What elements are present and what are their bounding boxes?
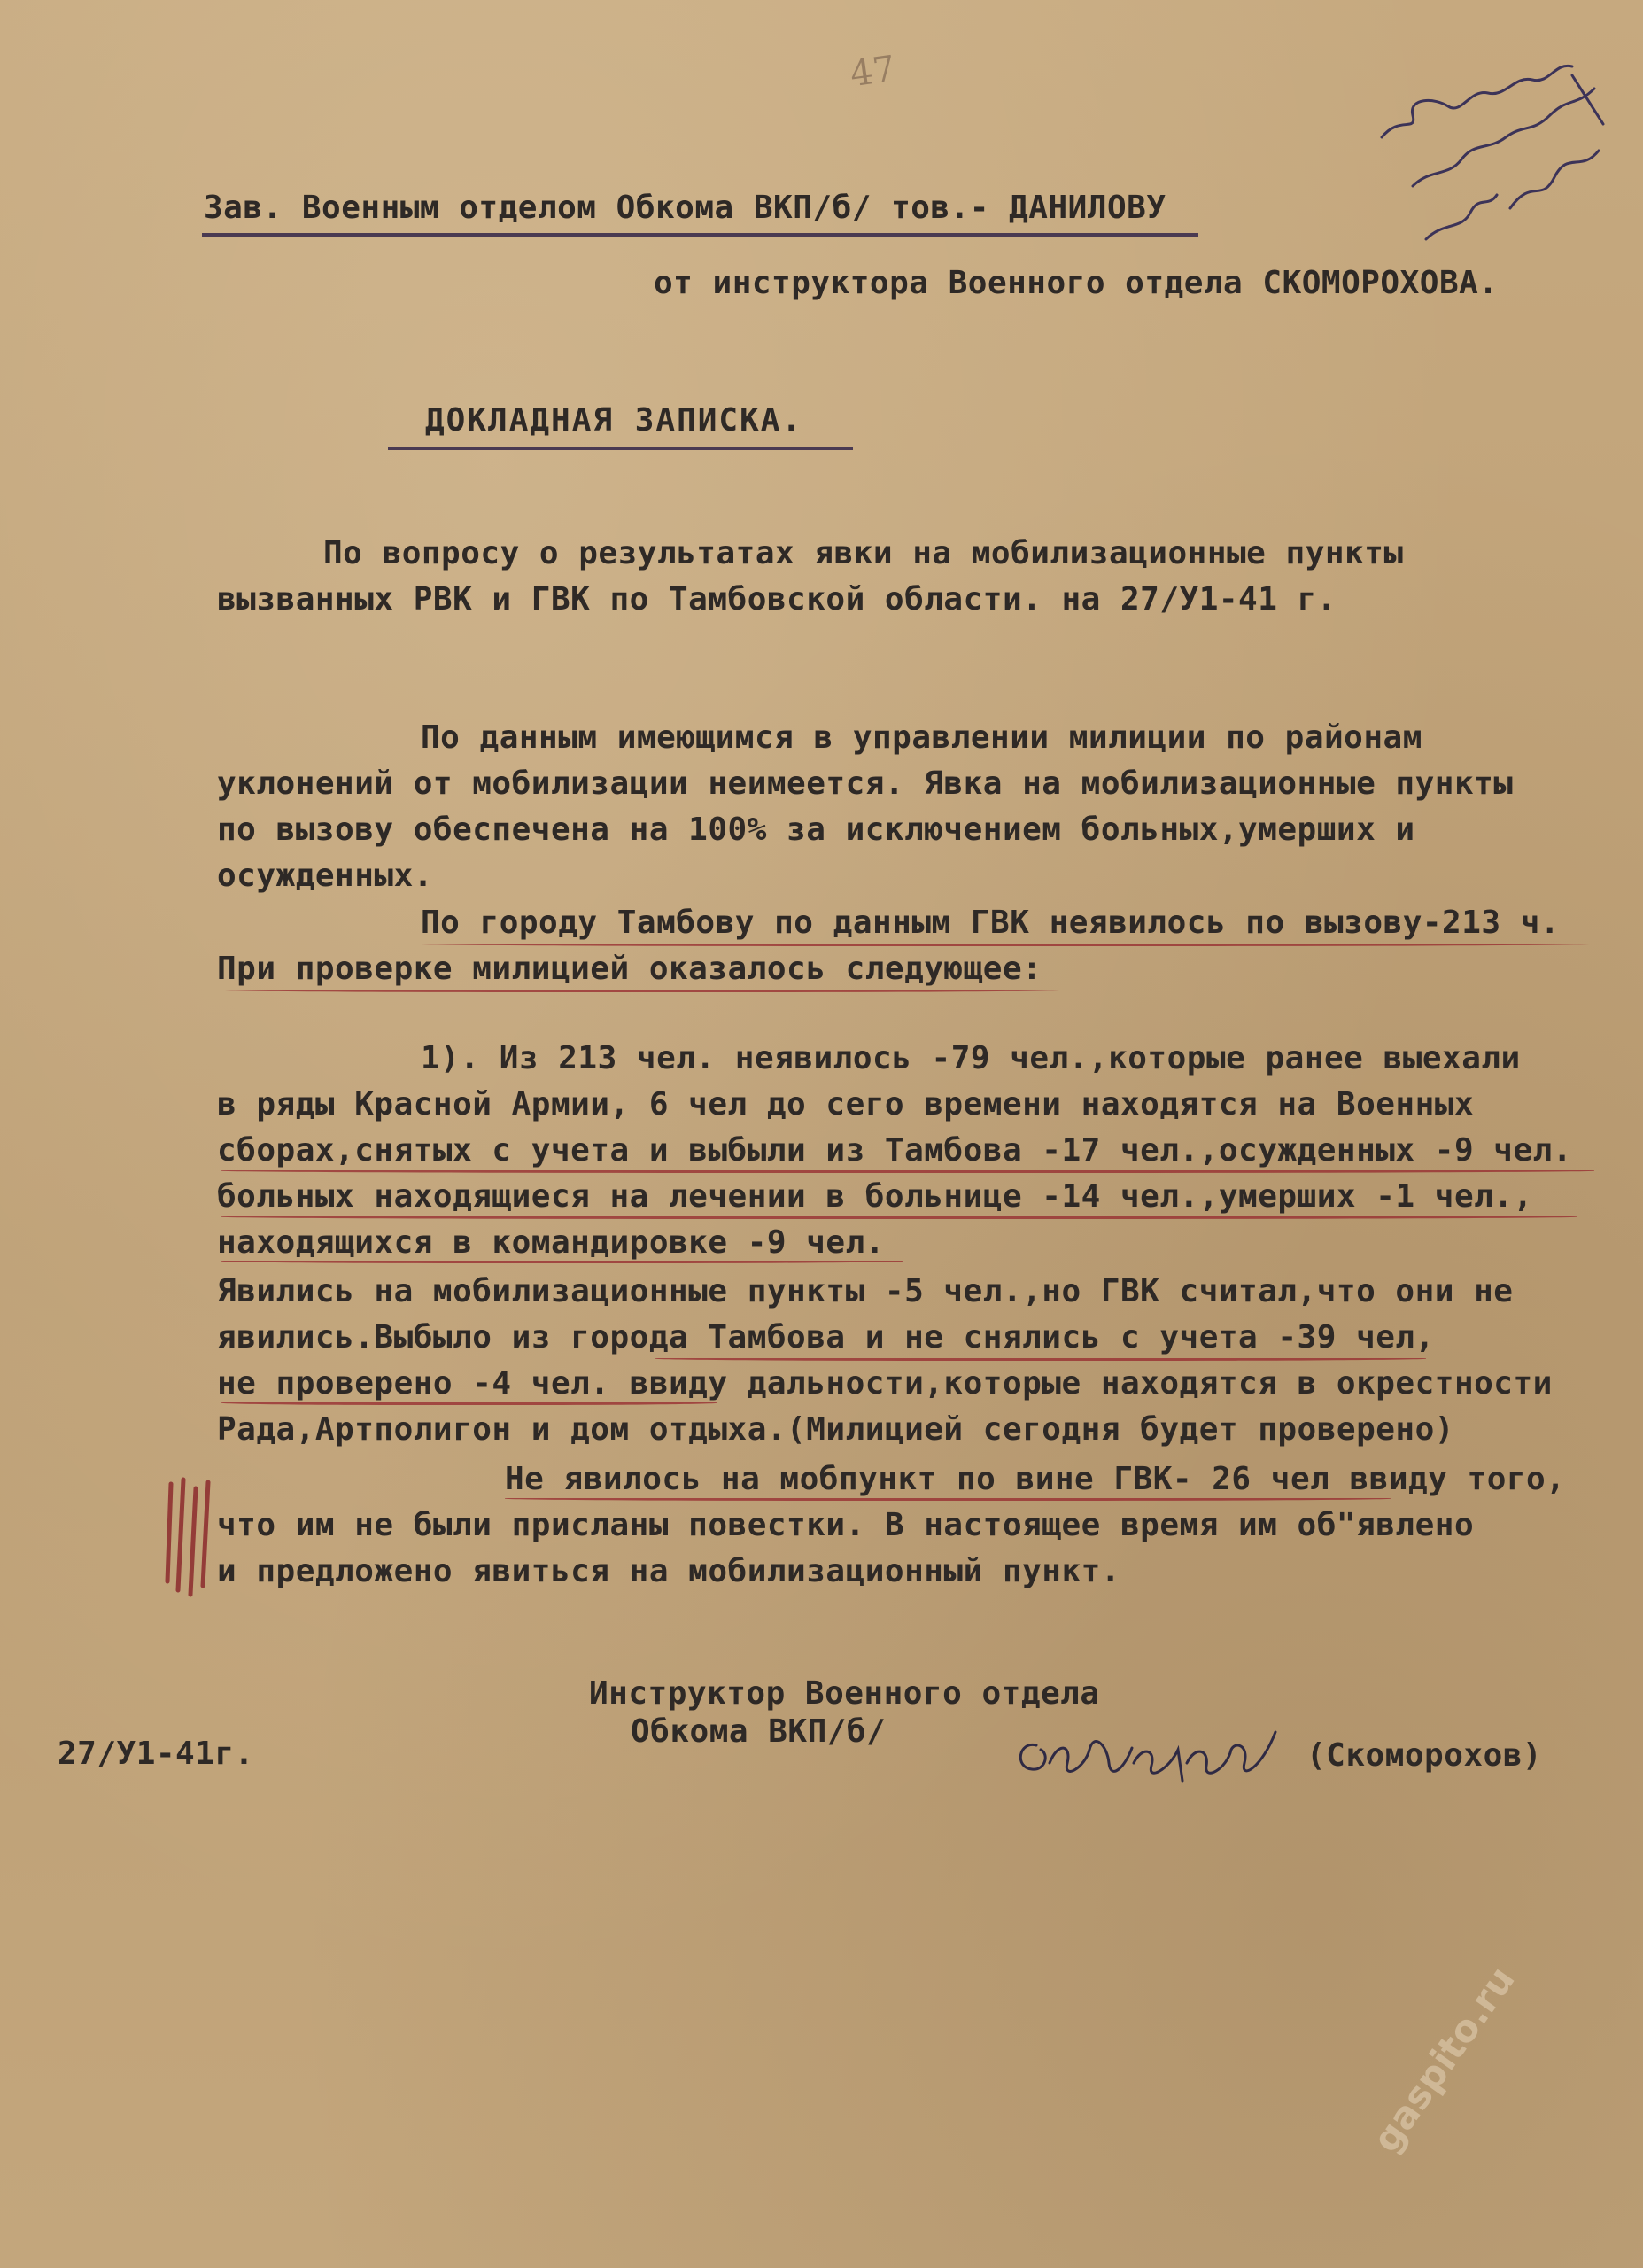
body-line-14: не проверено -4 чел. ввиду дальности,которые находятся в окрестности [217,1365,1553,1402]
pencil-underline-3 [221,1168,1594,1173]
body-line-11: находящихся в командировке -9 чел. [217,1224,885,1261]
body-line-8: в ряды Красной Армии, 6 чел до сего времени находятся на Военных [217,1086,1475,1122]
document-date: 27/У1-41г. [58,1736,254,1772]
title-underline [388,447,853,450]
pencil-underline-4 [221,1214,1577,1219]
body-line-17: что им не были присланы повестки. В настоящее время им об"явлено [217,1507,1475,1543]
archive-number: 47 [848,48,898,96]
body-line-9: сборах,снятых с учета и выбыли из Тамбова -17 чел.,осужденных -9 чел. [217,1132,1572,1169]
handwritten-resolution [1364,53,1621,266]
body-line-5: По городу Тамбову по данным ГВК неявилось по вызову-213 ч. [421,905,1561,941]
pencil-underline-7 [221,1400,717,1405]
handwritten-signature [1010,1714,1302,1790]
signatory-name: (Скоморохов) [1306,1737,1543,1774]
addressee-underline [202,233,1198,237]
body-line-2: уклонений от мобилизации неимеется. Явка на мобилизационные пункты [217,765,1514,802]
body-line-1: По данным имеющимся в управлении милиции по районам [421,719,1422,756]
signature-position-1: Инструктор Военного отдела [589,1675,1100,1712]
pencil-underline-5 [221,1258,903,1263]
body-line-16: Не явилось на мобпункт по вине ГВК- 26 чел ввиду того, [505,1461,1566,1497]
body-line-10: больных находящиеся на лечении в больнице -14 чел.,умерших -1 чел., [217,1178,1533,1215]
addressee-line: Зав. Военным отделом Обкома ВКП/б/ тов.- ДАНИЛОВУ [204,190,1166,226]
body-line-12: Явились на мобилизационные пункты -5 чел.,но ГВК считал,что они не [217,1273,1514,1309]
body-line-4: осужденных. [217,858,433,894]
body-line-18: и предложено явиться на мобилизационный пункт. [217,1553,1120,1589]
pencil-underline-1 [416,941,1594,946]
sender-line: от инструктора Военного отдела СКОМОРОХОВА. [654,265,1499,301]
body-line-7: 1). Из 213 чел. неявилось -79 чел.,которые ранее выехали [421,1040,1521,1076]
pencil-underline-6 [655,1355,1426,1361]
signature-position-2: Обкома ВКП/б/ [631,1713,887,1750]
pencil-underline-8 [505,1495,1391,1501]
subject-line-1: По вопросу о результатах явки на мобилизационные пункты [323,535,1404,571]
body-line-15: Рада,Артполигон и дом отдыха.(Милицией сегодня будет проверено) [217,1411,1454,1448]
subject-line-2: вызванных РВК и ГВК по Тамбовской области. на 27/У1-41 г. [217,581,1337,617]
body-line-13: явились.Выбыло из города Тамбова и не снялись с учета -39 чел, [217,1319,1435,1355]
body-line-3: по вызову обеспечена на 100% за исключением больных,умерших и [217,812,1415,848]
document-title: ДОКЛАДНАЯ ЗАПИСКА. [425,402,803,439]
body-line-6: При проверке милицией оказалось следующее: [217,951,1042,987]
pencil-margin-marks [164,1475,217,1599]
pencil-underline-2 [221,987,1063,992]
site-watermark: gaspito.ru [1364,1958,1523,2161]
